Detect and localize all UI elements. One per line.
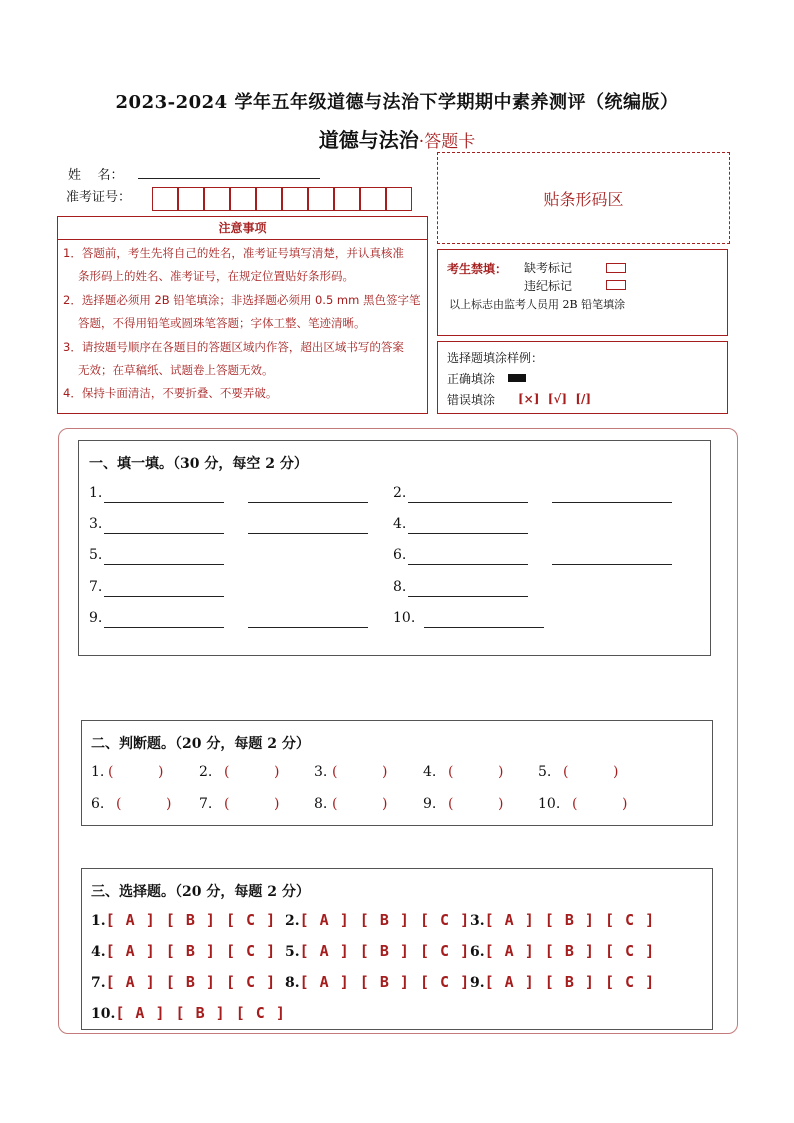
tf-answer-paren[interactable]: ( ) (116, 796, 172, 812)
notice-box (57, 216, 428, 414)
mc-options[interactable]: [ A ] [ B ] [ C ] (115, 1004, 286, 1022)
card-subtitle (0, 124, 794, 153)
question-number: 5. (285, 944, 300, 960)
section-true-false (81, 720, 713, 826)
mc-options[interactable]: [ A ] [ B ] [ C ] (299, 973, 471, 991)
answer-blank[interactable] (104, 488, 224, 503)
answer-card-label: 答题卡 (424, 132, 476, 152)
section-fill-title: 一、填一填。（30 分，每空 2 分） (89, 456, 308, 472)
correct-fill-label: 正确填涂 (447, 372, 496, 386)
exam-id-digit-box[interactable] (230, 187, 256, 211)
mc-options[interactable]: [ A ] [ B ] [ C ] (484, 973, 656, 991)
mc-options[interactable]: [ A ] [ B ] [ C ] (484, 911, 656, 929)
exam-id-digit-box[interactable] (360, 187, 386, 211)
answer-blank[interactable] (248, 488, 368, 503)
exam-id-digit-box[interactable] (282, 187, 308, 211)
question-number: 1. (89, 485, 103, 501)
question-number: 2. (285, 913, 300, 929)
answer-blank[interactable] (408, 488, 528, 503)
answer-blank[interactable] (408, 519, 528, 534)
mc-question (285, 942, 470, 960)
answer-blank[interactable] (552, 488, 672, 503)
mc-options[interactable]: [ A ] [ B ] [ C ] (484, 942, 656, 960)
question-number: 3. (314, 764, 328, 780)
question-number: 7. (199, 796, 213, 812)
mc-options[interactable]: [ A ] [ B ] [ C ] (299, 911, 471, 929)
mc-options[interactable]: [ A ] [ B ] [ C ] (105, 973, 277, 991)
question-number: 4. (393, 516, 407, 532)
notice-item: 2．选择题必须用 2B 铅笔填涂；非选择题必须用 0.5 mm 黑色签字笔 (63, 293, 421, 307)
prohibit-label: 考生禁填： (447, 262, 508, 276)
tf-answer-paren[interactable]: ( ) (563, 764, 619, 780)
mc-options[interactable]: [ A ] [ B ] [ C ] (105, 911, 277, 929)
notice-item: 无效；在草稿纸、试题卷上答题无效。 (78, 363, 274, 377)
notice-item: 条形码上的姓名、准考证号，在规定位置贴好条形码。 (78, 269, 354, 283)
mc-question (470, 911, 655, 929)
question-number: 2. (199, 764, 213, 780)
mc-question (91, 973, 276, 991)
tf-answer-paren[interactable]: ( ) (572, 796, 628, 812)
notice-heading: 注意事项 (58, 217, 427, 240)
barcode-label: 贴条形码区 (543, 190, 624, 209)
question-number: 8. (314, 796, 328, 812)
answer-blank[interactable] (408, 582, 528, 597)
subtitle-separator: · (418, 132, 425, 152)
tf-answer-paren[interactable]: ( ) (224, 796, 280, 812)
mc-question (91, 942, 276, 960)
mc-options[interactable]: [ A ] [ B ] [ C ] (105, 942, 277, 960)
question-number: 7. (89, 579, 103, 595)
section-fill-blank (78, 440, 711, 656)
question-number: 2. (393, 485, 407, 501)
mc-question (285, 911, 470, 929)
section-multiple-choice (81, 868, 713, 1030)
absent-mark-box[interactable] (606, 263, 626, 273)
barcode-area (437, 152, 730, 244)
section-mc-title: 三、选择题。（20 分，每题 2 分） (91, 884, 310, 900)
tf-answer-paren[interactable]: ( ) (224, 764, 280, 780)
name-label: 姓 名： (68, 168, 124, 183)
question-number: 3. (89, 516, 103, 532)
exam-id-digit-box[interactable] (152, 187, 178, 211)
absent-mark-label: 缺考标记 (524, 261, 573, 275)
exam-id-digit-box[interactable] (178, 187, 204, 211)
tf-answer-paren[interactable]: ( ) (448, 796, 504, 812)
notice-item: 答题，不得用铅笔或圆珠笔答题；字体工整、笔迹清晰。 (78, 316, 366, 330)
question-number: 4. (91, 944, 106, 960)
question-number: 6. (470, 944, 485, 960)
exam-id-digit-box[interactable] (334, 187, 360, 211)
prohibit-box (437, 249, 728, 336)
exam-id-label: 准考证号： (66, 190, 132, 205)
violation-mark-label: 违纪标记 (524, 279, 573, 293)
violation-mark-box[interactable] (606, 280, 626, 290)
page-title: 2023-2024 学年五年级道德与法治下学期期中素养测评（统编版） (115, 92, 679, 113)
exam-id-digit-box[interactable] (204, 187, 230, 211)
question-number: 4. (423, 764, 437, 780)
name-field[interactable] (138, 178, 320, 179)
question-number: 8. (285, 975, 300, 991)
fill-example-box (437, 341, 728, 414)
mc-question (470, 942, 655, 960)
question-number: 9. (423, 796, 437, 812)
answer-blank[interactable] (248, 613, 368, 628)
mc-options[interactable]: [ A ] [ B ] [ C ] (299, 942, 471, 960)
prohibit-note: 以上标志由监考人员用 2B 铅笔填涂 (449, 298, 626, 311)
question-number: 6. (393, 547, 407, 563)
answer-blank[interactable] (104, 613, 224, 628)
question-number: 5. (89, 547, 103, 563)
answer-blank[interactable] (248, 519, 368, 534)
question-number: 7. (91, 975, 106, 991)
answer-blank[interactable] (408, 550, 528, 565)
wrong-fill-label: 错误填涂 (447, 393, 496, 407)
notice-item: 4．保持卡面清洁，不要折叠、不要弄破。 (63, 386, 278, 400)
question-number: 9. (89, 610, 103, 626)
exam-id-digit-box[interactable] (256, 187, 282, 211)
question-number: 9. (470, 975, 485, 991)
tf-answer-paren[interactable]: ( ) (332, 764, 388, 780)
tf-answer-paren[interactable]: ( ) (332, 796, 388, 812)
answer-blank[interactable] (104, 519, 224, 534)
question-number: 3. (470, 913, 485, 929)
mc-question (91, 911, 276, 929)
question-number: 6. (91, 796, 105, 812)
answer-blank[interactable] (424, 613, 544, 628)
wrong-fill-marks: [×] [√] [/] (518, 392, 592, 406)
correct-fill-sample (508, 374, 526, 382)
mc-question (91, 1004, 286, 1022)
question-number: 1. (91, 764, 105, 780)
answer-blank[interactable] (104, 582, 224, 597)
question-number: 10. (393, 610, 416, 626)
tf-answer-paren[interactable]: ( ) (108, 764, 164, 780)
notice-item: 1．答题前，考生先将自己的姓名，准考证号填写清楚，并认真核准 (63, 246, 404, 260)
notice-item: 3．请按题号顺序在各题目的答题区域内作答，超出区域书写的答案 (63, 340, 404, 354)
question-number: 1. (91, 913, 106, 929)
example-title: 选择题填涂样例： (447, 351, 544, 365)
mc-question (470, 973, 655, 991)
exam-id-digit-box[interactable] (386, 187, 412, 211)
mc-question (285, 973, 470, 991)
subject-name: 道德与法治 (318, 128, 419, 152)
question-number: 10. (91, 1006, 116, 1022)
section-tf-title: 二、判断题。（20 分，每题 2 分） (91, 736, 310, 752)
tf-answer-paren[interactable]: ( ) (448, 764, 504, 780)
question-number: 8. (393, 579, 407, 595)
question-number: 10. (538, 796, 561, 812)
answer-blank[interactable] (552, 550, 672, 565)
answer-blank[interactable] (104, 550, 224, 565)
exam-id-digit-box[interactable] (308, 187, 334, 211)
question-number: 5. (538, 764, 552, 780)
